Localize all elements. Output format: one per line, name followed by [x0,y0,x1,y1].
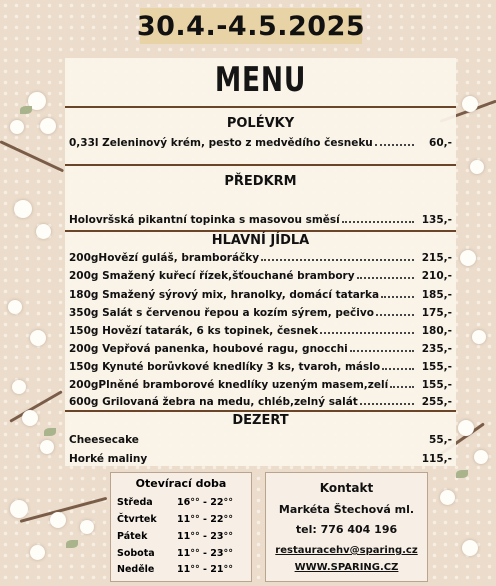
menu-item-row [69,214,452,226]
section-heading-soups: POLÉVKY [226,116,295,131]
dot-leader [357,277,414,279]
menu-item-name: 350g Salát s červenou řepou a kozím sýrem, pečivo [69,307,374,319]
dot-leader [350,350,414,352]
menu-item-price: 180,- [421,325,452,337]
date-banner [136,8,366,44]
contact-box [265,472,428,582]
menu-title: MENU [214,60,307,100]
menu-item-price: 215,- [421,252,452,264]
dot-leader [320,332,414,334]
menu-item-name: 200gPlněné bramborové knedlíky uzeným masem,zelí [69,379,389,391]
menu-item-price: 155,- [421,379,452,391]
menu-item-name: 0,33l Zeleninový krém, pesto z medvědího česneku [69,137,373,149]
hours-time: 11°° - 22°° [177,514,233,525]
contact-title: Kontakt [319,481,374,495]
menu-panel [65,58,456,466]
menu-item-row [69,252,452,264]
section-divider [65,164,456,166]
menu-item-name: 600g Grilovaná žebra na medu, chléb,zelný salát [69,396,358,408]
menu-item-name: Holovršská pikantní topinka s masovou směsí [69,214,340,226]
menu-item-row [69,325,452,337]
opening-hours-title: Otevírací doba [135,477,227,490]
dot-leader [382,368,414,370]
menu-item-name: Cheesecake [69,434,139,446]
opening-hours-box [110,472,252,582]
menu-item-price: 55,- [429,434,452,446]
hours-day: Sobota [117,548,155,559]
menu-item-name: 200g Smažený kuřecí řízek,šťouchané brambory [69,270,355,282]
hours-day: Pátek [117,531,148,542]
menu-item-row [69,379,452,391]
menu-item-price: 135,- [421,214,452,226]
menu-item-price: 60,- [429,137,452,149]
menu-item-price: 210,- [421,270,452,282]
menu-item-row [69,137,452,149]
hours-time: 11°° - 23°° [177,548,233,559]
menu-item-row [69,453,452,465]
menu-item-row [69,343,452,355]
date-range: 30.4.-4.5.2025 [136,10,366,42]
contact-web-link[interactable]: WWW.SPARING.CZ [294,562,399,573]
menu-item-name: Horké maliny [69,453,148,465]
dot-leader [376,314,414,316]
section-divider [65,106,456,108]
section-divider [65,230,456,232]
menu-item-price: 185,- [421,289,452,301]
menu-item-name: 200gHovězí guláš, bramboráčky [69,252,260,264]
contact-phone: tel: 776 404 196 [295,523,398,536]
dot-leader [381,296,414,298]
menu-item-row [69,434,452,446]
dot-leader [390,386,414,388]
menu-item-price: 255,- [421,396,452,408]
dot-leader [261,259,414,261]
menu-item-row [69,396,452,408]
hours-day: Středa [117,497,153,508]
dot-leader [375,144,414,146]
menu-item-row [69,270,452,282]
dot-leader [360,403,414,405]
menu-item-price: 155,- [421,361,452,373]
hours-time: 11°° - 21°° [177,564,233,575]
menu-item-price: 115,- [421,453,452,465]
hours-time: 11°° - 23°° [177,531,233,542]
contact-name: Markéta Štechová ml. [278,503,415,516]
menu-item-name: 180g Smažený sýrový mix, hranolky, domácí tatarka [69,289,380,301]
menu-item-name: 150g Kynuté borůvkové knedlíky 3 ks, tvaroh, máslo [69,361,381,373]
menu-item-name: 200g Vepřová panenka, houbové ragu, gnocchi [69,343,348,355]
section-heading-starter: PŘEDKRM [224,174,297,189]
dot-leader [342,221,414,223]
menu-item-price: 235,- [421,343,452,355]
contact-email-link[interactable]: restauracehv@sparing.cz [275,545,418,556]
hours-day: Neděle [117,564,155,575]
menu-item-name: 150g Hovězí tatarák, 6 ks topinek, česnek [69,325,319,337]
hours-day: Čtvrtek [117,514,157,525]
menu-item-row [69,307,452,319]
menu-item-row [69,361,452,373]
hours-time: 16°° - 22°° [177,497,233,508]
section-heading-dessert: DEZERT [232,413,289,428]
section-heading-mains: HLAVNÍ JÍDLA [211,233,310,248]
menu-item-price: 175,- [421,307,452,319]
section-divider [65,410,456,412]
menu-item-row [69,289,452,301]
